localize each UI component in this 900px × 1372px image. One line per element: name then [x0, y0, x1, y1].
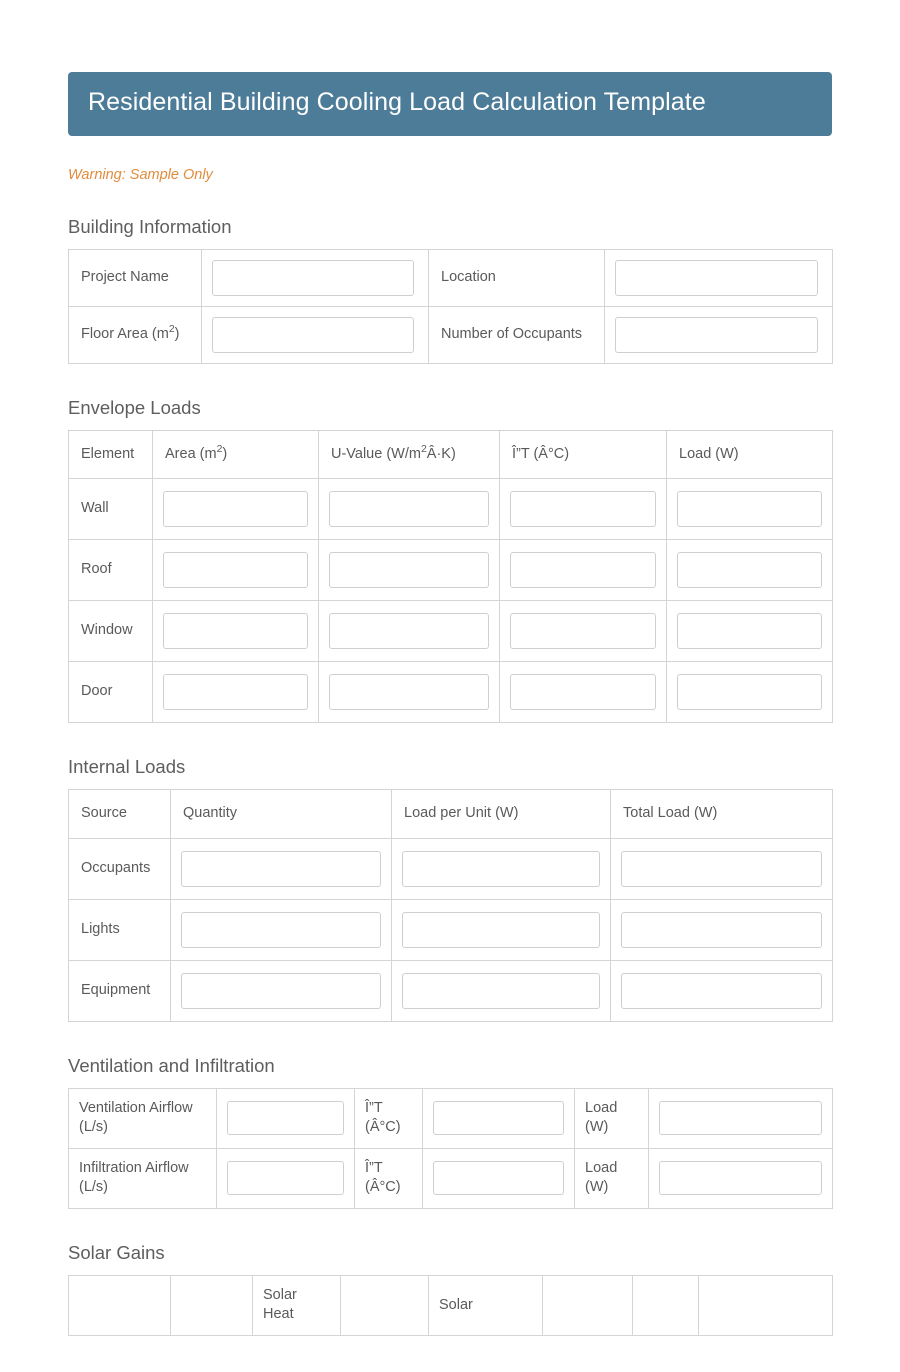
occupants-quantity-input[interactable] — [181, 851, 381, 887]
label-ventilation-load — [575, 1088, 649, 1148]
field-cell-wall-delta-t — [500, 479, 667, 540]
floor-area-label-tail: ) — [174, 325, 180, 342]
label-ventilation-delta-t — [355, 1088, 423, 1148]
column-header-quantity: Quantity — [171, 790, 392, 839]
table-row — [69, 540, 833, 601]
section-heading-envelope-loads: Envelope Loads — [68, 396, 201, 418]
section-heading-ventilation-infiltration: Ventilation and Infiltration — [68, 1054, 275, 1076]
infiltration-airflow-input[interactable] — [227, 1161, 344, 1195]
row-label-equipment: Equipment — [69, 960, 171, 1021]
row-label-wall: Wall — [69, 479, 153, 540]
field-cell-door-delta-t — [500, 662, 667, 723]
field-cell-equipment-total-load — [611, 960, 833, 1021]
table-row — [69, 1088, 833, 1148]
label-infiltration-load — [575, 1148, 649, 1208]
wall-delta-t-input[interactable] — [510, 491, 656, 527]
solar-column-header-solar: Solar — [429, 1275, 543, 1335]
infiltration-delta-t-input[interactable] — [433, 1161, 564, 1195]
door-area-input[interactable] — [163, 674, 308, 710]
project-name-input[interactable] — [212, 260, 414, 296]
section-heading-building-information: Building Information — [68, 215, 232, 237]
column-header-total-load: Total Load (W) — [611, 790, 833, 839]
field-cell-infiltration-load — [649, 1148, 833, 1208]
field-cell-door-uvalue — [319, 662, 500, 723]
uvalue-header-main: U-Value (W/m — [331, 445, 421, 462]
occupants-load-per-unit-input[interactable] — [402, 851, 600, 887]
row-label-lights: Lights — [69, 899, 171, 960]
field-cell-project-name — [202, 249, 429, 306]
table-row — [69, 662, 833, 723]
field-cell-ventilation-load — [649, 1088, 833, 1148]
column-header-load-per-unit: Load per Unit (W) — [392, 790, 611, 839]
wall-load-input[interactable] — [677, 491, 822, 527]
infiltration-load-line1: Load — [585, 1159, 618, 1176]
equipment-quantity-input[interactable] — [181, 973, 381, 1009]
template-page — [0, 72, 900, 1336]
table-header-row — [69, 430, 833, 479]
uvalue-header-superscript: 2 — [420, 443, 427, 455]
column-header-element: Element — [69, 430, 153, 479]
field-cell-wall-area — [153, 479, 319, 540]
field-cell-infiltration-delta-t — [423, 1148, 575, 1208]
table-row — [69, 960, 833, 1021]
column-header-delta-t: Î”T (Â°C) — [500, 430, 667, 479]
window-area-input[interactable] — [163, 613, 308, 649]
table-row — [69, 249, 833, 306]
field-cell-roof-uvalue — [319, 540, 500, 601]
table-row — [69, 601, 833, 662]
page-title: Residential Building Cooling Load Calculation Template — [88, 88, 706, 116]
table-header-row — [69, 1275, 833, 1335]
label-number-of-occupants: Number of Occupants — [429, 306, 605, 363]
field-cell-occupants-total-load — [611, 838, 833, 899]
ventilation-delta-t-line2: (Â°C) — [365, 1119, 401, 1136]
row-label-window: Window — [69, 601, 153, 662]
column-header-load: Load (W) — [667, 430, 833, 479]
field-cell-roof-delta-t — [500, 540, 667, 601]
envelope-loads-table — [68, 430, 833, 724]
roof-area-input[interactable] — [163, 552, 308, 588]
area-header-tail: ) — [222, 445, 228, 462]
floor-area-superscript: 2 — [168, 323, 175, 335]
wall-uvalue-input[interactable] — [329, 491, 489, 527]
lights-load-per-unit-input[interactable] — [402, 912, 600, 948]
number-of-occupants-input[interactable] — [615, 317, 818, 353]
location-input[interactable] — [615, 260, 818, 296]
label-project-name: Project Name — [69, 249, 202, 306]
section-heading-solar-gains: Solar Gains — [68, 1241, 165, 1263]
column-header-area — [153, 430, 319, 479]
field-cell-wall-load — [667, 479, 833, 540]
window-load-input[interactable] — [677, 613, 822, 649]
door-uvalue-input[interactable] — [329, 674, 489, 710]
field-cell-lights-total-load — [611, 899, 833, 960]
field-cell-lights-quantity — [171, 899, 392, 960]
field-cell-infiltration-airflow — [217, 1148, 355, 1208]
field-cell-window-load — [667, 601, 833, 662]
ventilation-infiltration-table — [68, 1088, 833, 1209]
ventilation-load-line1: Load — [585, 1099, 618, 1116]
field-cell-door-load — [667, 662, 833, 723]
field-cell-roof-load — [667, 540, 833, 601]
solar-column-header-6 — [543, 1275, 633, 1335]
floor-area-input[interactable] — [212, 317, 414, 353]
window-uvalue-input[interactable] — [329, 613, 489, 649]
solar-column-header-4 — [341, 1275, 429, 1335]
uvalue-header-tail: Â·K) — [426, 445, 456, 462]
field-cell-equipment-quantity — [171, 960, 392, 1021]
ventilation-delta-t-line1: Î”T — [365, 1099, 383, 1116]
field-cell-window-uvalue — [319, 601, 500, 662]
table-header-row — [69, 790, 833, 839]
field-cell-lights-load-per-unit — [392, 899, 611, 960]
field-cell-door-area — [153, 662, 319, 723]
label-ventilation-airflow: Ventilation Airflow (L/s) — [69, 1088, 217, 1148]
table-row — [69, 1148, 833, 1208]
table-row — [69, 479, 833, 540]
internal-loads-table — [68, 789, 833, 1022]
infiltration-load-input[interactable] — [659, 1161, 822, 1195]
ventilation-airflow-input[interactable] — [227, 1101, 344, 1135]
field-cell-number-of-occupants — [605, 306, 833, 363]
solar-column-header-8 — [699, 1275, 833, 1335]
label-infiltration-airflow: Infiltration Airflow (L/s) — [69, 1148, 217, 1208]
roof-delta-t-input[interactable] — [510, 552, 656, 588]
area-header-main: Area (m — [165, 445, 217, 462]
page-title-banner — [68, 72, 832, 136]
table-row — [69, 899, 833, 960]
field-cell-ventilation-delta-t — [423, 1088, 575, 1148]
field-cell-roof-area — [153, 540, 319, 601]
field-cell-occupants-quantity — [171, 838, 392, 899]
solar-column-header-7 — [633, 1275, 699, 1335]
column-header-u-value — [319, 430, 500, 479]
lights-quantity-input[interactable] — [181, 912, 381, 948]
label-infiltration-delta-t — [355, 1148, 423, 1208]
ventilation-load-input[interactable] — [659, 1101, 822, 1135]
equipment-load-per-unit-input[interactable] — [402, 973, 600, 1009]
column-header-source: Source — [69, 790, 171, 839]
solar-column-header-solar-heat: Solar Heat — [253, 1275, 341, 1335]
solar-column-header-2 — [171, 1275, 253, 1335]
label-floor-area — [69, 306, 202, 363]
infiltration-delta-t-line2: (Â°C) — [365, 1179, 401, 1196]
field-cell-location — [605, 249, 833, 306]
infiltration-delta-t-line1: Î”T — [365, 1159, 383, 1176]
row-label-door: Door — [69, 662, 153, 723]
infiltration-load-line2: (W) — [585, 1179, 609, 1196]
door-delta-t-input[interactable] — [510, 674, 656, 710]
lights-total-load-input[interactable] — [621, 912, 822, 948]
field-cell-window-delta-t — [500, 601, 667, 662]
row-label-roof: Roof — [69, 540, 153, 601]
solar-column-header-1 — [69, 1275, 171, 1335]
table-row — [69, 306, 833, 363]
sample-warning-text: Warning: Sample Only — [68, 166, 213, 183]
ventilation-load-line2: (W) — [585, 1119, 609, 1136]
section-heading-internal-loads: Internal Loads — [68, 756, 186, 778]
field-cell-occupants-load-per-unit — [392, 838, 611, 899]
label-location: Location — [429, 249, 605, 306]
field-cell-wall-uvalue — [319, 479, 500, 540]
roof-load-input[interactable] — [677, 552, 822, 588]
wall-area-input[interactable] — [163, 491, 308, 527]
building-information-table — [68, 249, 833, 364]
field-cell-equipment-load-per-unit — [392, 960, 611, 1021]
row-label-occupants: Occupants — [69, 838, 171, 899]
field-cell-floor-area — [202, 306, 429, 363]
roof-uvalue-input[interactable] — [329, 552, 489, 588]
floor-area-label-main: Floor Area (m — [81, 325, 169, 342]
occupants-total-load-input[interactable] — [621, 851, 822, 887]
solar-gains-table — [68, 1275, 833, 1336]
window-delta-t-input[interactable] — [510, 613, 656, 649]
area-header-superscript: 2 — [216, 443, 223, 455]
field-cell-ventilation-airflow — [217, 1088, 355, 1148]
table-row — [69, 838, 833, 899]
equipment-total-load-input[interactable] — [621, 973, 822, 1009]
ventilation-delta-t-input[interactable] — [433, 1101, 564, 1135]
field-cell-window-area — [153, 601, 319, 662]
door-load-input[interactable] — [677, 674, 822, 710]
